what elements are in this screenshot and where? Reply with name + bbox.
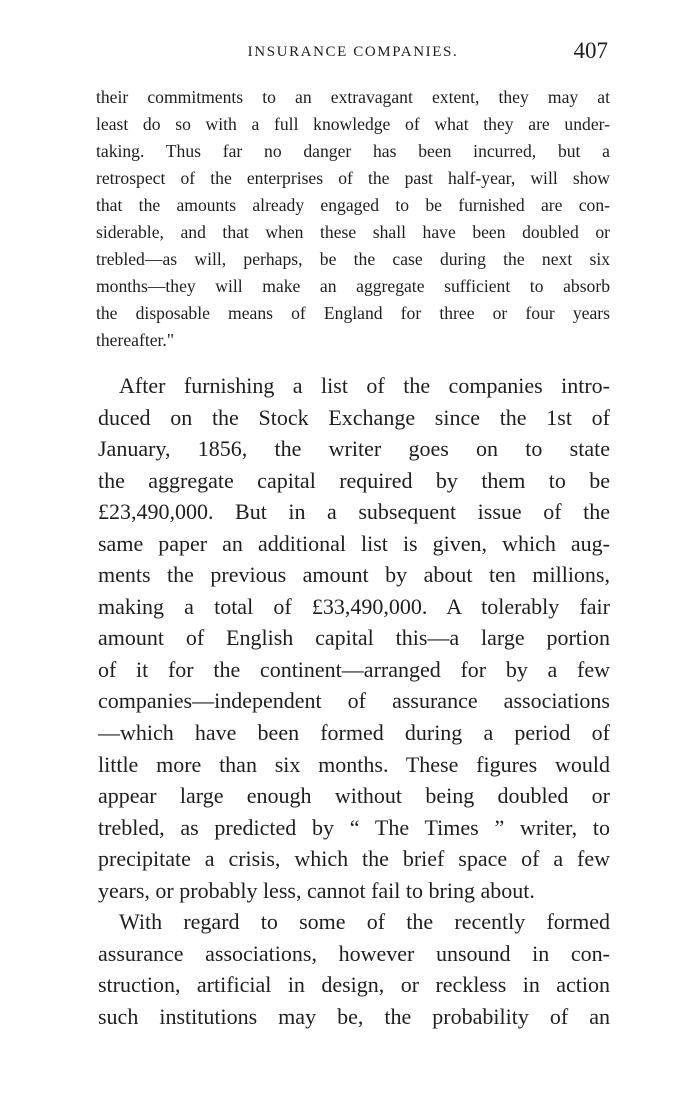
text-line: With regard to some of the recently formed	[119, 909, 610, 935]
text-line: same paper an additional list is given, which aug-	[98, 530, 610, 556]
quote-line: siderable, and that when these shall have been doubled or	[96, 222, 610, 242]
quote-line: the disposable means of England for three or four years	[96, 303, 610, 323]
text-line: precipitate a crisis, which the brief space of a few	[98, 846, 610, 872]
quote-line: taking. Thus far no danger has been incurred, but a	[96, 141, 610, 161]
text-line: the aggregate capital required by them to be	[98, 467, 610, 493]
text-line: appear large enough without being doubled or	[98, 783, 610, 809]
quote-line: months—they will make an aggregate sufficient to absorb	[96, 276, 610, 296]
text-line: January, 1856, the writer goes on to state	[98, 436, 610, 462]
text-line: of it for the continent—arranged for by a few	[98, 656, 610, 682]
text-line: £23,490,000. But in a subsequent issue of the	[98, 499, 610, 525]
running-title: INSURANCE COMPANIES.	[247, 44, 459, 60]
quote-line: retrospect of the enterprises of the past half-year, will show	[96, 168, 610, 188]
text-line: trebled, as predicted by “ The Times ” writer, to	[98, 814, 610, 840]
text-line: such institutions may be, the probability of an	[98, 1003, 610, 1029]
text-line: companies—independent of assurance associations	[98, 688, 610, 714]
text-line: —which have been formed during a period of	[98, 720, 610, 746]
quote-line: their commitments to an extravagant extent, they may at	[96, 87, 610, 107]
page-number: 407	[573, 38, 608, 63]
text-line: struction, artificial in design, or reckless in action	[98, 972, 610, 998]
text-line: making a total of £33,490,000. A tolerably fair	[98, 593, 610, 619]
text-line: amount of English capital this—a large portion	[98, 625, 610, 651]
text-line: little more than six months. These figures would	[98, 751, 610, 777]
quote-line: thereafter."	[96, 330, 174, 350]
body-text	[98, 370, 610, 1032]
text-line: After furnishing a list of the companies intro-	[119, 373, 610, 398]
paragraph-2	[98, 906, 610, 1032]
running-head	[96, 40, 610, 66]
text-line: years, or probably less, cannot fail to bring about.	[98, 877, 535, 903]
quoted-passage	[96, 84, 610, 354]
text-line: ments the previous amount by about ten millions,	[98, 562, 610, 588]
text-line: assurance associations, however unsound in con-	[98, 940, 610, 966]
text-line: duced on the Stock Exchange since the 1st of	[98, 404, 610, 430]
quote-line: that the amounts already engaged to be furnished are con-	[96, 195, 610, 215]
quote-line: least do so with a full knowledge of what they are under-	[96, 114, 610, 134]
quote-line: trebled—as will, perhaps, be the case during the next six	[96, 249, 610, 269]
paragraph-1	[98, 370, 610, 906]
